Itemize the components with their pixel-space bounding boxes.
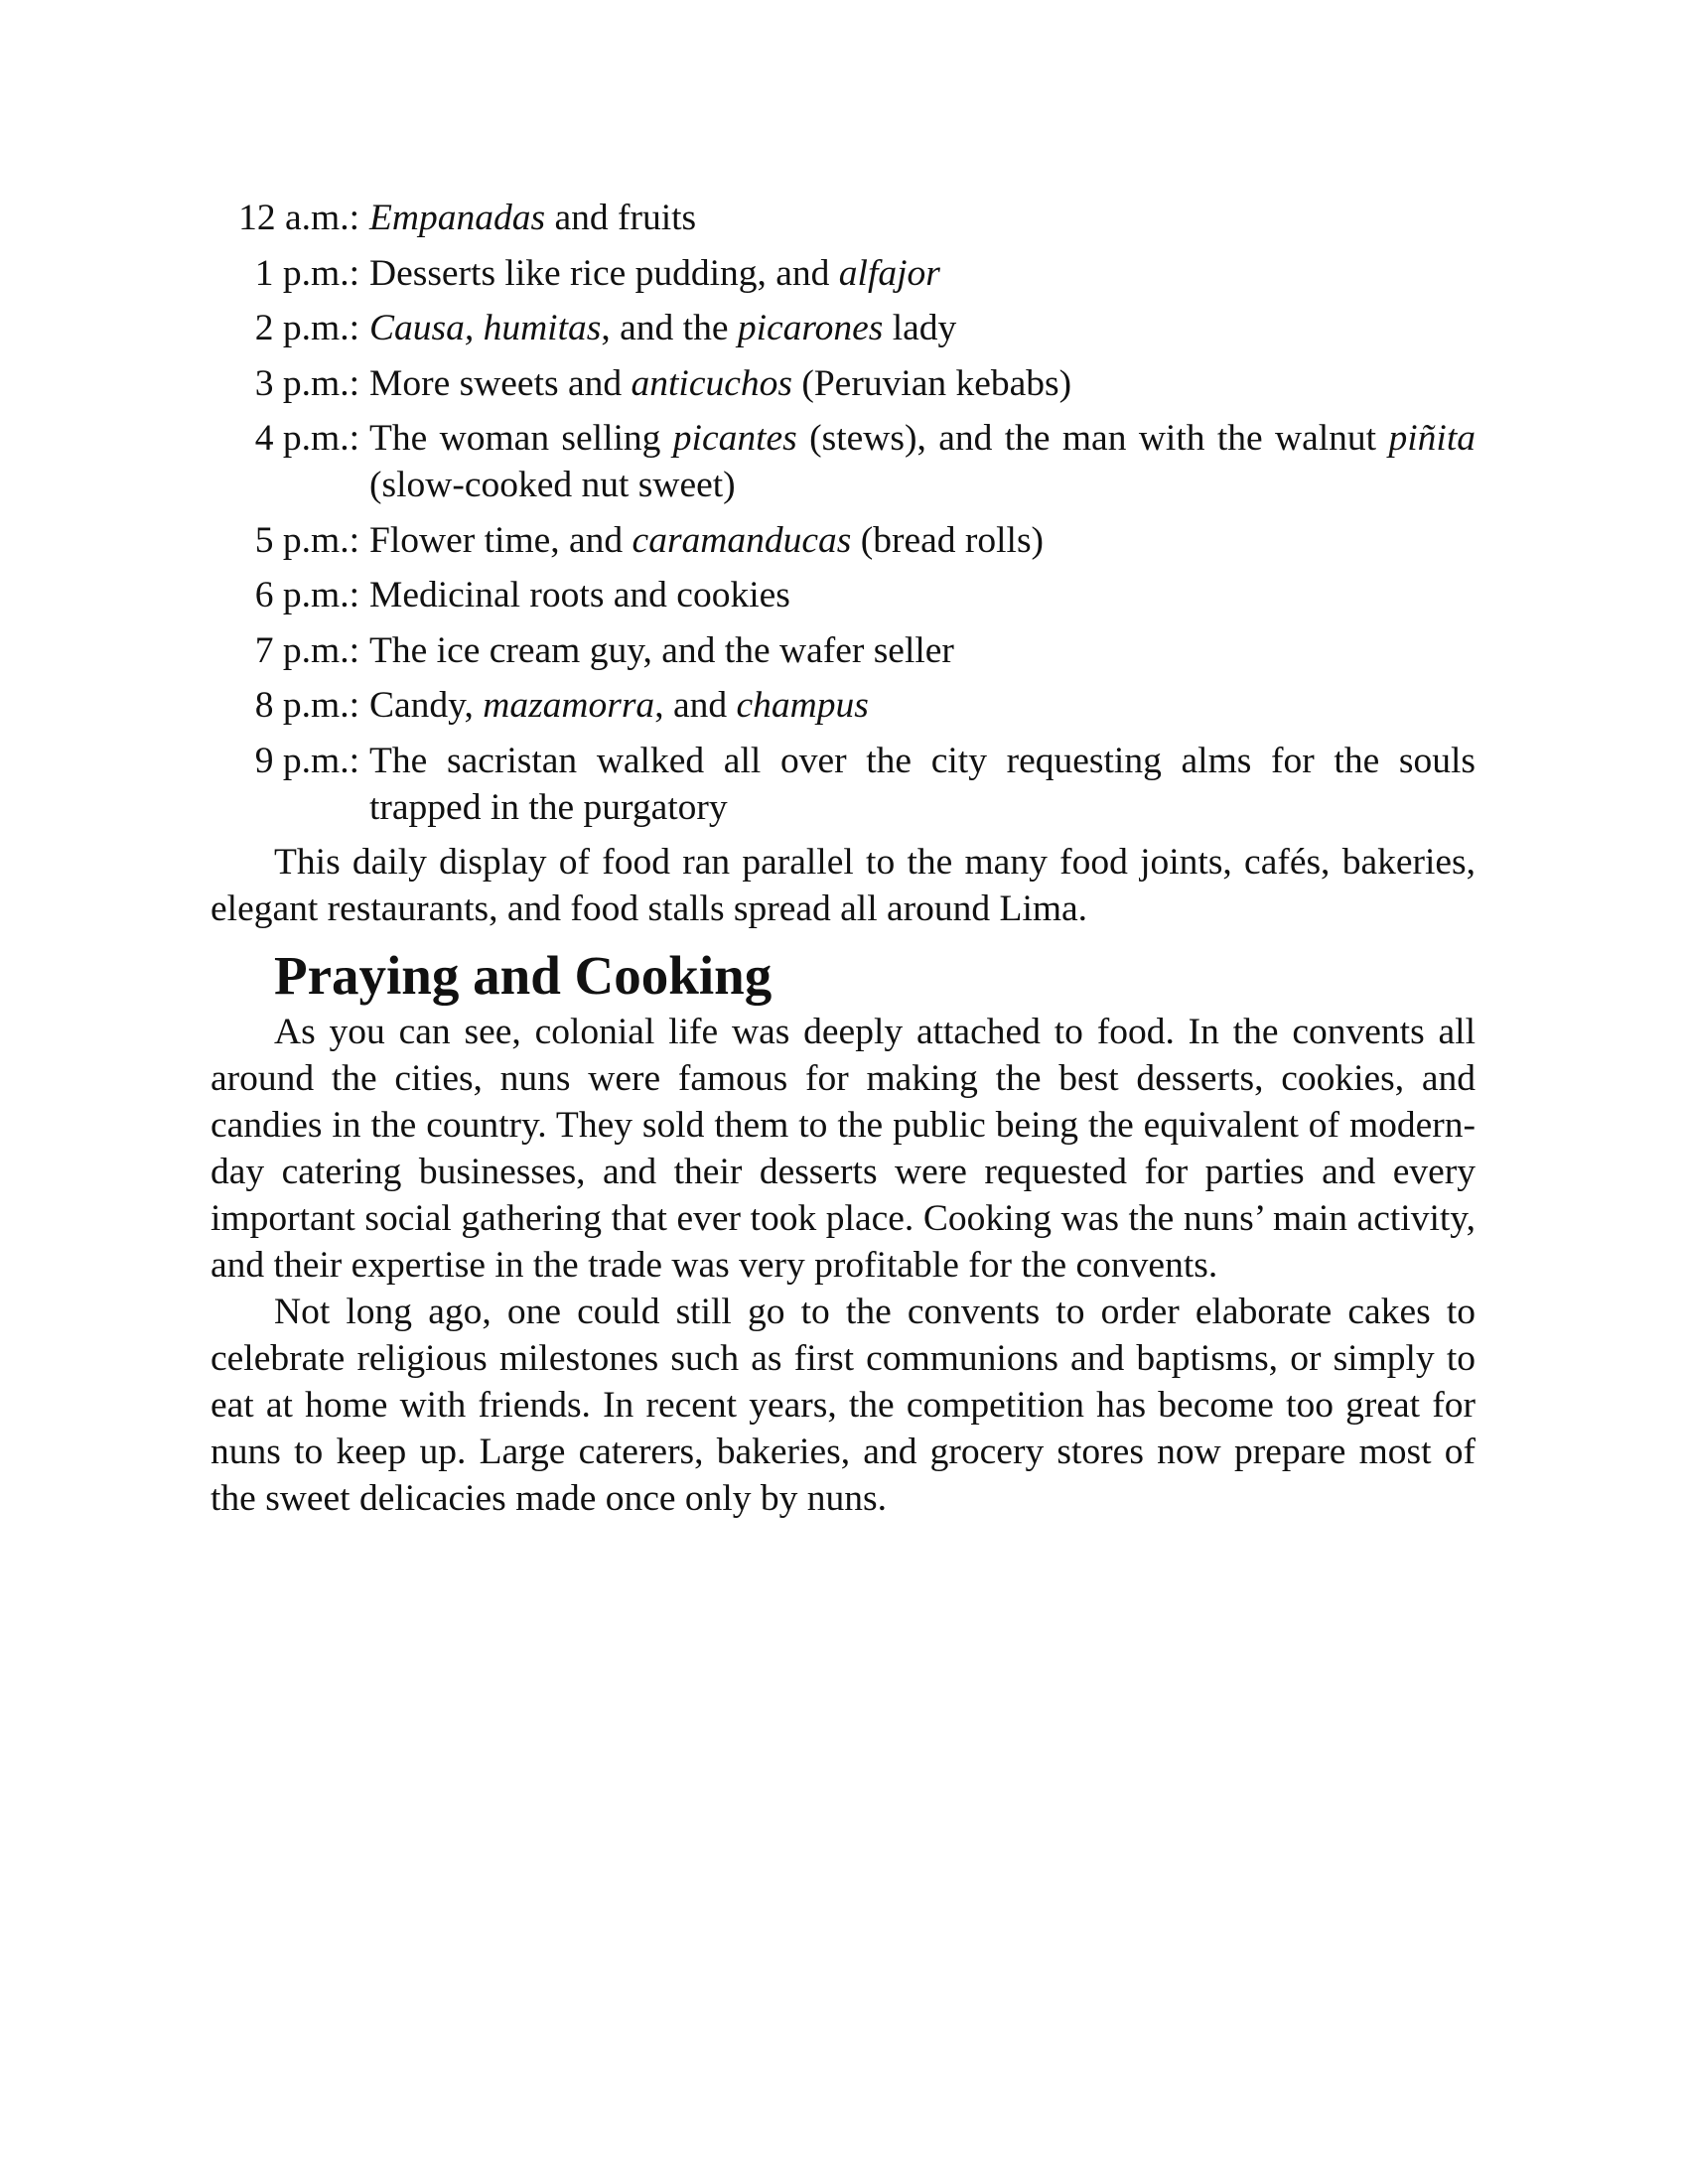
text-segment: (slow-cooked nut sweet) — [369, 465, 736, 505]
italic-term: picantes — [672, 418, 797, 459]
schedule-description — [359, 517, 1476, 564]
schedule-time: 6 p.m.: — [254, 575, 359, 615]
schedule-item — [211, 415, 1476, 508]
schedule-item — [211, 250, 1476, 297]
schedule-item — [211, 572, 1476, 618]
italic-term: Causa, humitas — [369, 308, 602, 348]
schedule-item — [211, 738, 1476, 831]
text-segment: Medicinal roots and cookies — [369, 575, 790, 615]
schedule-item — [211, 305, 1476, 351]
schedule-description — [359, 195, 1476, 241]
text-segment: Flower time, and — [369, 519, 633, 561]
schedule-item — [211, 627, 1476, 674]
italic-term: anticuchos — [631, 362, 792, 404]
text-segment: The ice cream guy, and the wafer seller — [369, 629, 954, 671]
text-segment: and fruits — [545, 198, 697, 238]
italic-term: Empanadas — [369, 198, 546, 238]
schedule-description — [359, 682, 1476, 729]
italic-term: caramanducas — [632, 519, 852, 561]
schedule-item — [211, 517, 1476, 564]
text-segment: (bread rolls) — [851, 519, 1045, 561]
text-segment: , and the — [601, 308, 738, 348]
text-segment: The woman selling — [369, 418, 673, 459]
schedule-closing-paragraph: This daily display of food ran parallel to the many food joints, cafés, bakeries, elegant restaurants, and food stalls spread all around Lima. — [211, 842, 1476, 929]
schedule-time: 8 p.m.: — [254, 685, 359, 726]
italic-term: champus — [736, 685, 869, 726]
text-segment: Candy, — [369, 685, 484, 726]
schedule-description — [359, 360, 1476, 407]
schedule-item — [211, 682, 1476, 729]
section-heading: Praying and Cooking — [274, 945, 773, 1006]
schedule-time: 5 p.m.: — [254, 519, 359, 561]
italic-term: alfajor — [838, 252, 940, 294]
schedule-time: 4 p.m.: — [254, 418, 359, 459]
schedule-description — [359, 415, 1476, 508]
text-segment: (Peruvian kebabs) — [791, 362, 1072, 404]
page-body — [211, 195, 1476, 1522]
schedule-time: 1 p.m.: — [254, 252, 359, 294]
schedule-description — [359, 738, 1476, 831]
schedule-description — [359, 250, 1476, 297]
body-paragraph: As you can see, colonial life was deeply attached to food. In the convents all around the cities, nuns were famous for making the best desserts, cookies, and candies in the country. They sold them to the public being the equivalent of modern-day catering businesses, and their desserts were requested for parties and every important social gathering that ever took place. Cooking was the nuns’ main activity, and their expertise in the trade was very profitable for the convents. — [211, 1012, 1476, 1286]
schedule-time: 9 p.m.: — [254, 740, 359, 781]
italic-term: picarones — [737, 308, 884, 348]
schedule-description — [359, 572, 1476, 618]
text-segment: lady — [883, 308, 957, 348]
text-segment: (stews), and the man with the walnut — [796, 418, 1389, 459]
schedule-time: 3 p.m.: — [254, 362, 359, 404]
schedule-list — [211, 195, 1476, 831]
schedule-item — [211, 195, 1476, 241]
text-segment: More sweets and — [369, 362, 632, 404]
schedule-time: 2 p.m.: — [254, 308, 359, 348]
body-paragraph: Not long ago, one could still go to the convents to order elaborate cakes to celebrate religious milestones such as first communions and baptisms, or simply to eat at home with friends. In recent years, the competition has become too great for nuns to keep up. Large caterers, bakeries, and grocery stores now prepare most of the sweet delicacies made once only by nuns. — [211, 1292, 1476, 1519]
schedule-time: 7 p.m.: — [254, 629, 359, 671]
text-segment: Desserts like rice pudding, and — [369, 252, 839, 294]
text-segment: The sacristan walked all over the city requesting alms for the souls trapped in the purgatory — [369, 740, 1476, 828]
italic-term: mazamorra — [483, 685, 655, 726]
schedule-description — [359, 305, 1476, 351]
schedule-time: 12 a.m.: — [238, 198, 359, 238]
italic-term: piñita — [1388, 418, 1476, 459]
schedule-description — [359, 627, 1476, 674]
schedule-item — [211, 360, 1476, 407]
text-segment: , and — [654, 685, 737, 726]
